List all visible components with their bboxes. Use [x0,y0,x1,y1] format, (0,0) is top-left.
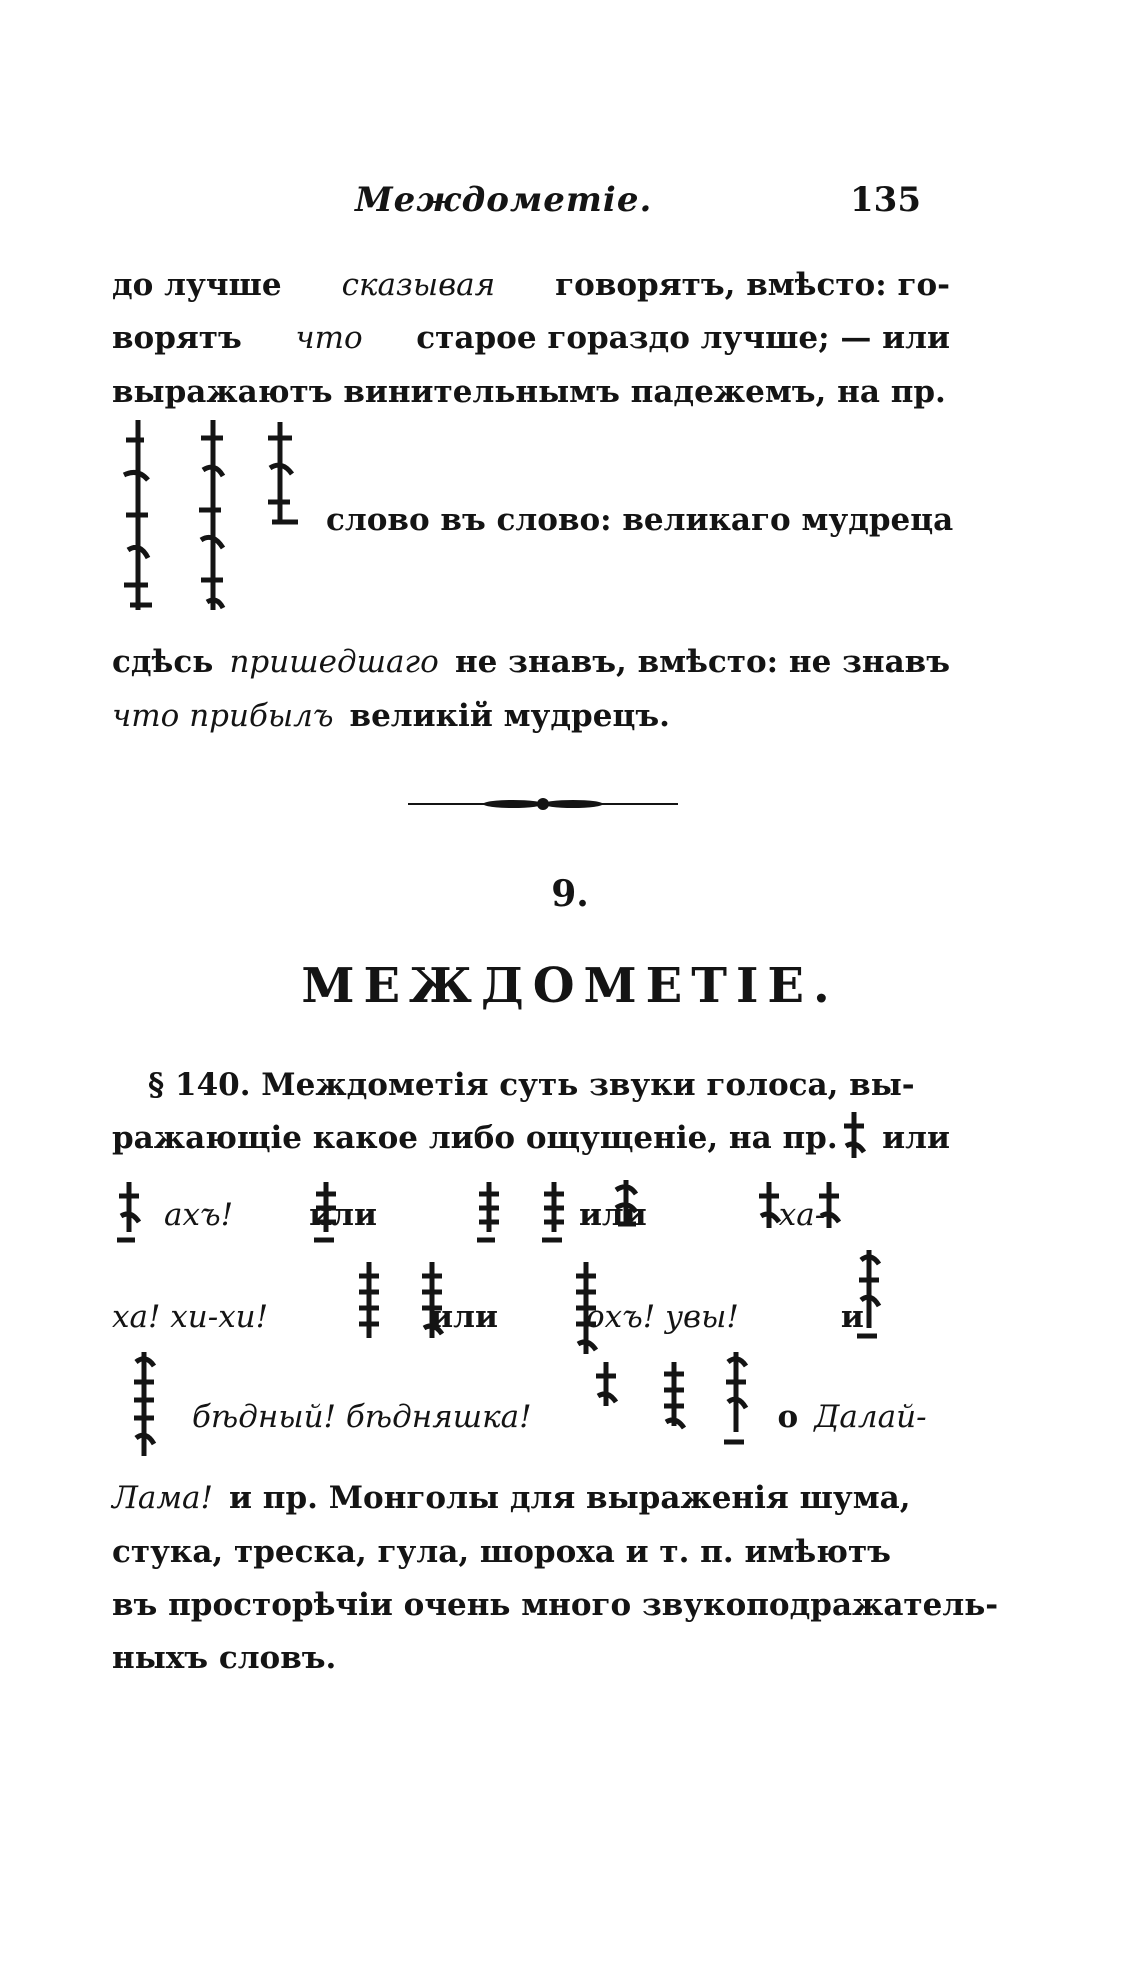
mongolian-script-icon [540,1182,566,1244]
page-header [0,180,1140,230]
mongolian-script-icon [355,1262,381,1342]
text-line [112,696,950,736]
text-run: § 140. Междометiя суть звуки голоса, вы- [148,1067,915,1103]
text-run: стука, треска, гула, шороха и т. п. имѣютъ [112,1534,891,1570]
text-run: и пр. Монголы для выраженiя шума, [229,1480,911,1516]
italic-word: бѣдный! бѣдняшка! [192,1399,532,1435]
mongolian-script-icon [840,1112,866,1164]
italic-word: ха! хи-хи! [112,1299,269,1335]
mongolian-script-icon [755,1182,781,1234]
text-line [112,265,950,305]
text-run: старое гораздо лучше; — или [416,320,950,356]
mongolian-script-icon [418,1262,444,1342]
text-line [112,318,950,358]
text-run: и [840,1299,864,1335]
text-run: ражающiе какое либо ощущенiе, на пр. [112,1120,838,1156]
mongolian-script-icon [855,1250,881,1342]
mongolian-script-icon [592,1362,618,1412]
mongolian-script-icon [612,1180,638,1232]
text-run: великiй мудрецъ. [349,698,670,734]
italic-word: Далай- [814,1399,927,1435]
mongolian-script-icon [312,1182,338,1244]
section-title: МЕЖДОМЕТIЕ. [301,958,839,1014]
text-run: въ просторѣчiи очень много звукоподражатель- [112,1587,999,1623]
mongolian-script-icon [722,1352,748,1448]
text-line [112,372,950,412]
running-head: Междометiе. [355,180,653,220]
text-run: слово въ слово: великаго мудреца [326,502,954,538]
text-run: или [430,1299,498,1335]
text-run: говорятъ, вмѣсто: го- [555,267,950,303]
text-run: ворятъ [112,320,242,356]
italic-word: что [295,320,363,356]
italic-word: пришедшаго [229,644,439,680]
text-run: не знавъ, вмѣсто: не знавъ [454,644,950,680]
italic-word: ха- [778,1197,826,1233]
text-run: выражаютъ винительнымъ падежемъ, на пр. [112,374,946,410]
text-line [112,1118,950,1158]
text-run: о [777,1399,799,1435]
text-run: или [309,1197,377,1233]
ornament-rule-icon [408,796,678,812]
mongolian-script-icon [115,1182,141,1244]
italic-word: ахъ! [164,1197,234,1233]
mongolian-script-icon [815,1182,841,1234]
text-run: до лучше [112,267,282,303]
text-line [112,1397,950,1437]
text-run: ныхъ словъ. [112,1640,337,1676]
page-number: 135 [850,180,921,220]
text-line [112,1532,950,1572]
mongolian-script-icon [262,422,288,532]
text-line [112,1585,999,1625]
mongolian-script-icon [130,1352,156,1464]
section-number: 9. [551,873,589,915]
text-line [112,1297,950,1337]
mongolian-script-icon [118,420,144,620]
mongolian-script-icon [193,420,219,620]
italic-word: сказывая [341,267,496,303]
text-line [112,1638,950,1678]
mongolian-script-icon [572,1262,598,1358]
text-run: или [882,1120,950,1156]
text-line [112,1478,950,1518]
text-run: сдѣсь [112,644,214,680]
italic-word: охъ! увы! [585,1299,739,1335]
text-line [112,642,950,682]
italic-word: Лама! [112,1480,213,1516]
text-run: или [578,1197,647,1233]
text-line [326,500,954,540]
italic-word: что прибылъ [112,698,334,734]
mongolian-script-icon [475,1182,501,1244]
mongolian-script-icon [660,1362,686,1432]
text-line [148,1065,950,1105]
